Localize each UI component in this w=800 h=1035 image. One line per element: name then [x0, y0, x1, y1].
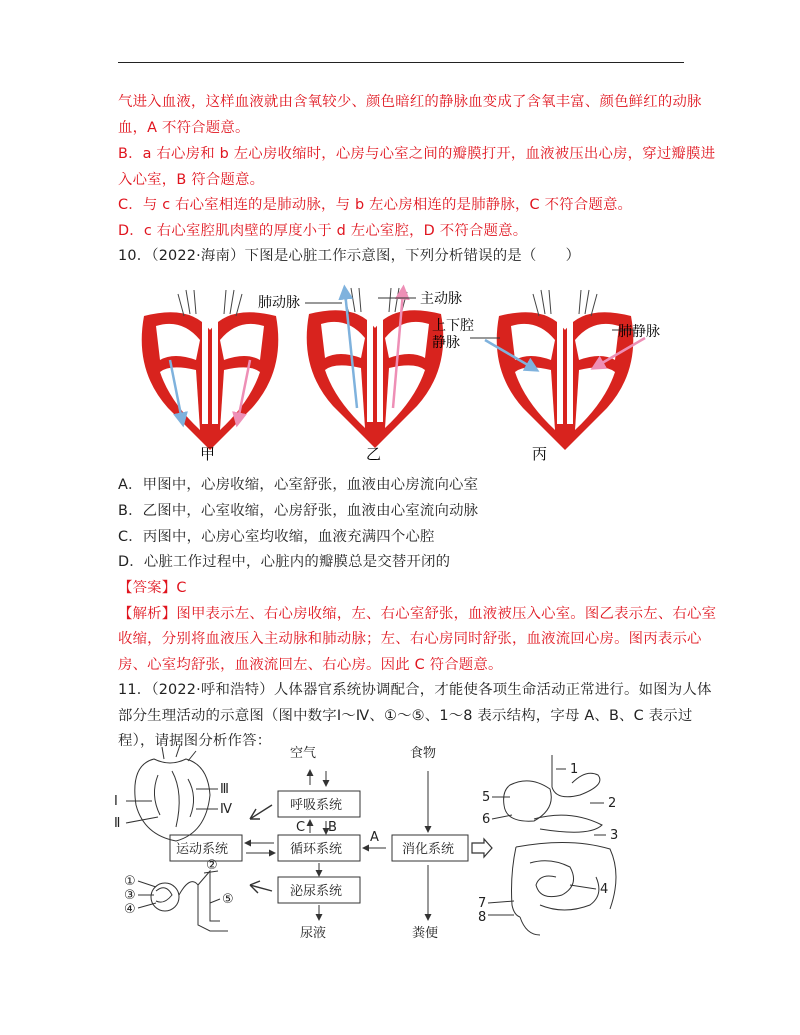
label-vena-cava-1: 上下腔: [432, 318, 474, 334]
explanation-line: B．a 右心房和 b 左心房收缩时，心房与心室之间的瓣膜打开，血液被压出心房，穿过瓣膜进: [118, 146, 716, 162]
explanation-line: 收缩，分别将血液压入主动脉和肺动脉；左、右心房同时舒张，血液流回心房。图丙表示心: [118, 631, 702, 647]
box-circulatory: 循环系统: [290, 842, 343, 857]
label-n7: 7: [478, 896, 487, 911]
label-n1: 1: [570, 762, 579, 777]
heart-working-figure: [130, 278, 670, 463]
label-bing: 丙: [532, 445, 548, 463]
box-respiratory: 呼吸系统: [290, 798, 343, 813]
label-pulmonary-artery: 肺动脉: [258, 295, 300, 311]
label-c4: ④: [124, 902, 136, 917]
box-urinary: 泌尿系统: [290, 884, 343, 899]
label-aorta: 主动脉: [420, 291, 462, 307]
question-11-stem: 部分生理活动的示意图（图中数字Ⅰ～Ⅳ、①～⑤、1～8 表示结构，字母 A、B、C 表示过: [118, 708, 693, 724]
explanation-line: D．c 右心室腔肌肉壁的厚度小于 d 左心室腔，D 不符合题意。: [118, 223, 528, 239]
explanation-line: C．与 c 右心室相连的是肺动脉，与 b 左心房相连的是肺静脉，C 不符合题意。: [118, 197, 633, 213]
option-c: C．丙图中，心房心室均收缩，血液充满四个心腔: [118, 529, 435, 545]
label-n2: 2: [608, 796, 617, 811]
label-I: Ⅰ: [114, 794, 118, 809]
label-c3: ③: [124, 888, 136, 903]
explanation-line: 气进入血液，这样血液就由含氧较少、颜色暗红的静脉血变成了含氧丰富、颜色鲜红的动脉: [118, 94, 702, 110]
label-A: A: [370, 830, 379, 845]
label-feces: 粪便: [412, 926, 439, 941]
label-III: Ⅲ: [220, 782, 229, 797]
answer: 【答案】C: [118, 580, 187, 596]
label-II: Ⅱ: [114, 816, 121, 831]
label-air: 空气: [290, 746, 317, 761]
option-a: A．甲图中，心房收缩，心室舒张，血液由心房流向心室: [118, 477, 479, 493]
label-vena-cava-2: 静脉: [432, 335, 460, 351]
label-n8: 8: [478, 910, 487, 925]
option-d: D．心脏工作过程中，心脏内的瓣膜总是交替开闭的: [118, 554, 451, 570]
label-c1: ①: [124, 874, 136, 889]
question-11-stem: 11．（2022·呼和浩特）人体器官系统协调配合，才能使各项生命活动正常进行。如图为人体: [118, 682, 712, 698]
explanation-line: 入心室，B 符合题意。: [118, 172, 265, 188]
option-b: B．乙图中，心室收缩，心房舒张，血液由心室流向动脉: [118, 503, 479, 519]
label-pulmonary-vein: 肺静脉: [618, 324, 660, 340]
label-urine: 尿液: [300, 926, 327, 941]
organ-systems-figure: [110, 745, 710, 945]
question-10-stem: 10．（2022·海南）下图是心脏工作示意图，下列分析错误的是（ ）: [118, 248, 581, 264]
label-yi: 乙: [366, 445, 382, 463]
label-C: C: [296, 820, 306, 835]
label-n6: 6: [482, 812, 491, 827]
label-IV: Ⅳ: [220, 802, 232, 817]
label-jia: 甲: [200, 445, 216, 463]
box-digestive: 消化系统: [402, 842, 455, 857]
question-11-stem: 程），请据图分析作答：: [118, 733, 272, 749]
label-c5: ⑤: [222, 892, 234, 907]
label-B: B: [328, 820, 337, 835]
label-food: 食物: [410, 746, 437, 761]
label-c2: ②: [206, 858, 218, 873]
header-rule: [118, 62, 684, 63]
explanation-line: 血，A 不符合题意。: [118, 120, 250, 136]
explanation-line: 房、心室均舒张，血液流回左、右心房。因此 C 符合题意。: [118, 657, 503, 673]
label-n3: 3: [610, 828, 619, 843]
label-n4: 4: [600, 882, 609, 897]
explanation-line: 【解析】图甲表示左、右心房收缩，左、右心室舒张，血液被压入心室。图乙表示左、右心室: [118, 606, 717, 622]
box-motor: 运动系统: [176, 842, 229, 857]
label-n5: 5: [482, 790, 491, 805]
